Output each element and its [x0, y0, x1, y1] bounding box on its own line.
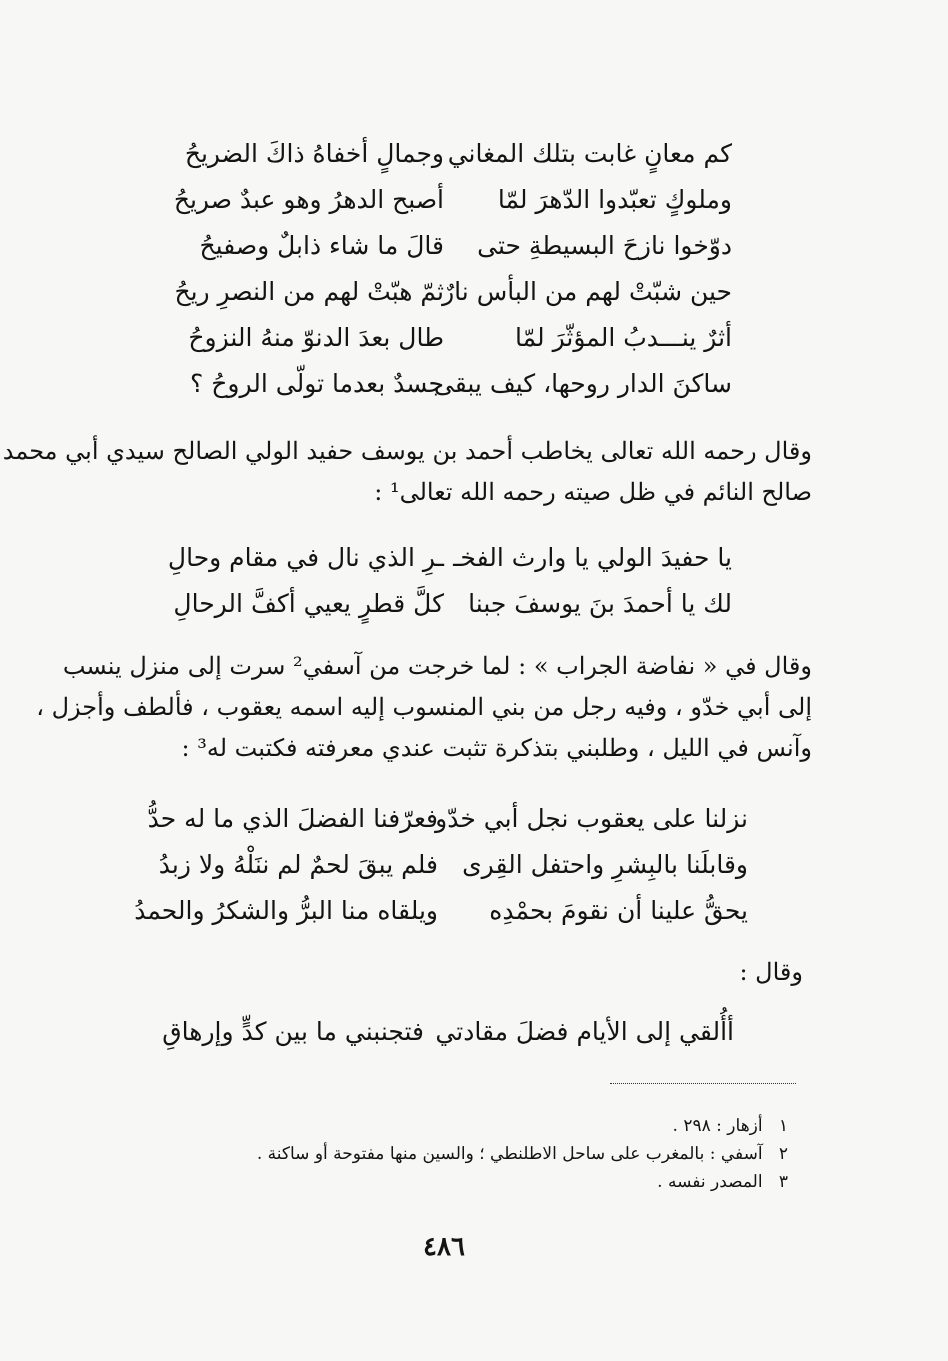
verse-second-hemistich: ثمّ هبّتْ لهم من النصرِ ريحُ: [174, 277, 444, 306]
prose-line: وقال رحمه الله تعالى يخاطب أحمد بن يوسف حفيد الولي الصالح سيدي أبي محمد: [2, 437, 812, 465]
footnote: [260, 1168, 788, 1196]
verse-first-hemistich: ساكنَ الدار روحها، كيف يبقى: [433, 369, 732, 398]
verse-second-hemistich: ويلقاه منا البرُّ والشكرُ والحمدُ: [134, 896, 438, 925]
verse-line: [0, 796, 948, 842]
footnotes: [256, 1112, 788, 1196]
verse-first-hemistich: أثرٌ ينـــدبُ المؤثّرَ لمّا: [514, 323, 732, 352]
verse-line: [0, 361, 948, 407]
poem-2: [0, 535, 948, 627]
verse-second-hemistich: كلَّ قطرٍ يعيي أكفَّ الرحالِ: [173, 589, 444, 618]
verse-first-hemistich: دوّخوا نازحَ البسيطةِ حتى: [477, 231, 732, 260]
section-label: وقال :: [739, 958, 803, 986]
verse-line: [0, 131, 948, 177]
prose-paragraph-1: [2, 431, 812, 513]
verse-first-hemistich: كم معانٍ غابت بتلك المغاني: [447, 139, 732, 168]
verse-first-hemistich: أأُلقي إلى الأيام فضلَ مقادتي: [435, 1017, 734, 1046]
footnote-number: ٣: [778, 1172, 788, 1192]
verse-second-hemistich: أصبح الدهرُ وهو عبدٌ صريحُ: [173, 185, 444, 214]
verse-line: [0, 269, 948, 315]
verse-line: [0, 315, 948, 361]
footnote-number: ٢: [778, 1144, 788, 1164]
footnote-separator: [610, 1083, 796, 1084]
page-number: ٤٨٦: [423, 1232, 465, 1262]
verse-second-hemistich: فتجنبني ما بين كدٍّ وإرهاقِ: [162, 1017, 424, 1046]
verse-line: [0, 177, 948, 223]
verse-second-hemistich: وجمالٍ أخفاهُ ذاكَ الضريحُ: [184, 139, 444, 168]
verse-second-hemistich: جسدٌ بعدما تولّى الروحُ ؟: [190, 369, 444, 398]
prose-line: وآنس في الليل ، وطلبني بتذكرة تثبت عندي معرفته فكتبت له³ :: [181, 734, 812, 762]
verse-second-hemistich: فلم يبقَ لحمٌ لم ننَلْهُ ولا زبدُ: [158, 850, 438, 879]
verse-line: [0, 842, 948, 888]
footnote-text: المصدر نفسه .: [657, 1172, 763, 1192]
verse-line: [0, 1009, 948, 1055]
footnote-text: آسفي : بالمغرب على ساحل الاطلنطي ؛ والسين منها مفتوحة أو ساكنة .: [256, 1144, 763, 1164]
verse-line: [0, 581, 948, 627]
prose-line: إلى أبي خدّو ، وفيه رجل من بني المنسوب إليه اسمه يعقوب ، فألطف وأجزل ،: [36, 693, 812, 721]
footnote: [260, 1112, 788, 1140]
verse-first-hemistich: وملوكٍ تعبّدوا الدّهرَ لمّا: [497, 185, 732, 214]
verse-second-hemistich: قالَ ما شاء ذابلٌ وصفيحُ: [199, 231, 444, 260]
verse-second-hemistich: طال بعدَ الدنوّ منهُ النزوحُ: [188, 323, 444, 352]
verse-first-hemistich: لك يا أحمدَ بنَ يوسفَ جبنا: [468, 589, 732, 618]
prose-line: صالح النائم في ظل صيته رحمه الله تعالى¹ :: [374, 478, 812, 506]
verse-first-hemistich: نزلنا على يعقوب نجل أبي خدّو: [435, 804, 748, 833]
footnote-text: أزهار : ٢٩٨ .: [672, 1116, 763, 1136]
poem-3: [0, 796, 948, 934]
verse-second-hemistich: فعرّفنا الفضلَ الذي ما له حدُّ: [147, 804, 438, 833]
verse-first-hemistich: يحقُّ علينا أن نقومَ بحمْدِه: [489, 896, 748, 925]
verse-first-hemistich: حين شبّتْ لهم من البأس نارٌ: [442, 277, 732, 306]
poem-4: [0, 1009, 948, 1055]
verse-first-hemistich: وقابلَنا بالبِشرِ واحتفل القِرى: [462, 850, 748, 879]
verse-first-hemistich: يا حفيدَ الولي يا وارث الفخـ: [453, 543, 732, 572]
poem-1: [0, 131, 948, 407]
verse-line: [0, 535, 948, 581]
verse-line: [0, 223, 948, 269]
footnote: [256, 1140, 788, 1168]
prose-paragraph-2: [36, 646, 812, 769]
verse-line: [0, 888, 948, 934]
footnote-number: ١: [778, 1116, 788, 1136]
prose-line: وقال في « نفاضة الجراب » : لما خرجت من آسفي² سرت إلى منزل ينسب: [62, 652, 812, 680]
verse-second-hemistich: ـرِ الذي نال في مقام وحالِ: [167, 543, 444, 572]
